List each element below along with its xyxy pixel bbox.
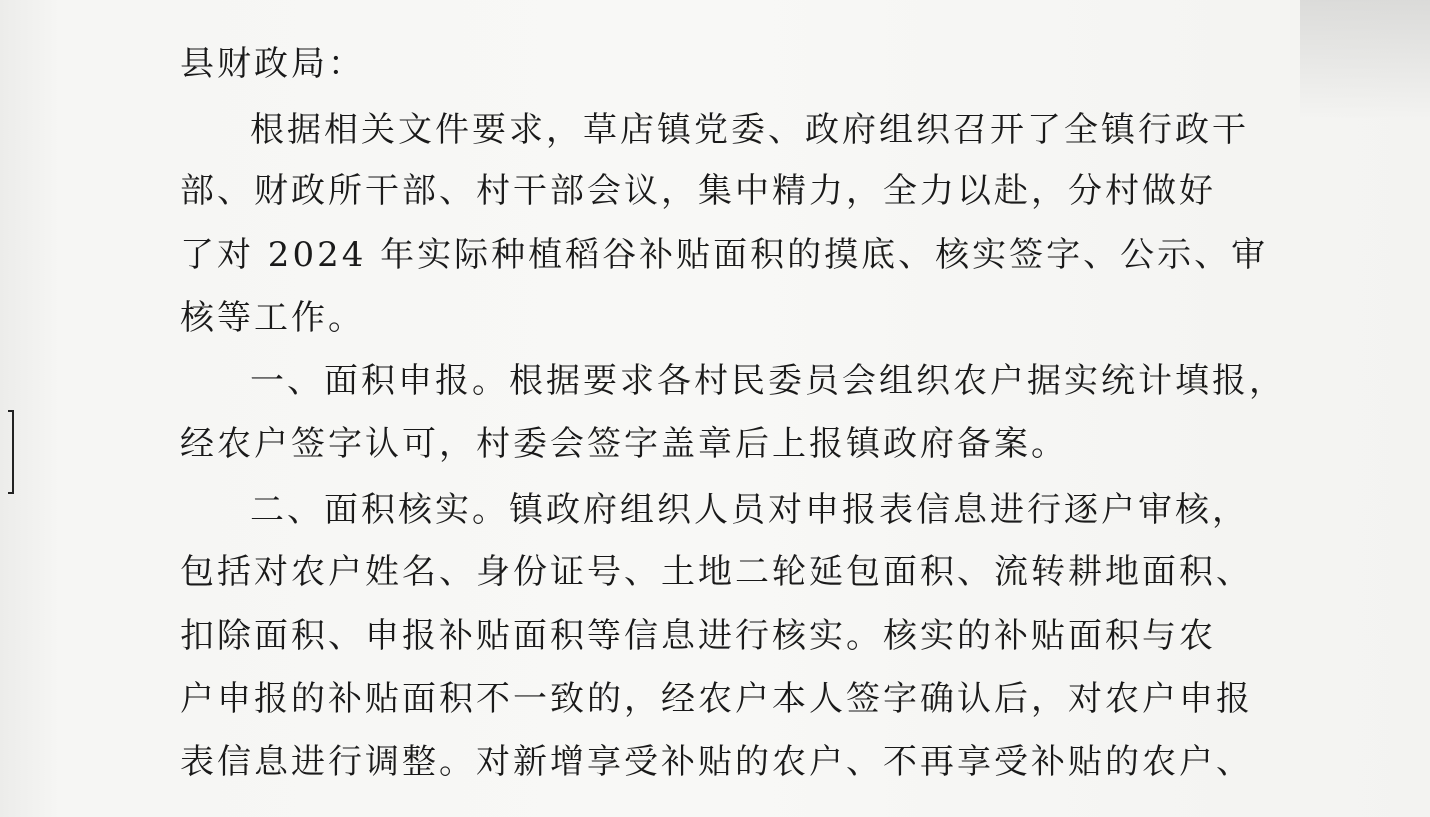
section-2-line-1: 二、面积核实。镇政府组织人员对申报表信息进行逐户审核， xyxy=(250,490,1249,530)
section-2-line-3: 扣除面积、申报补贴面积等信息进行核实。核实的补贴面积与农 xyxy=(180,616,1216,656)
paragraph-line-2: 部、财政所干部、村干部会议，集中精力，全力以赴，分村做好 xyxy=(180,171,1216,211)
paragraph-line-4: 核等工作。 xyxy=(180,298,365,338)
paragraph-line-3: 了对 2024 年实际种植稻谷补贴面积的摸底、核实签字、公示、审 xyxy=(180,235,1269,275)
section-2-line-5: 表信息进行调整。对新增享受补贴的农户、不再享受补贴的农户、 xyxy=(180,742,1253,782)
scan-shadow xyxy=(1300,0,1430,120)
section-1-line-2: 经农户签字认可，村委会签字盖章后上报镇政府备案。 xyxy=(180,424,1068,464)
salutation: 县财政局： xyxy=(180,44,365,84)
paragraph-line-1: 根据相关文件要求，草店镇党委、政府组织召开了全镇行政干 xyxy=(250,110,1249,150)
binding-bracket-mark xyxy=(8,410,14,494)
section-1-line-1: 一、面积申报。根据要求各村民委员会组织农户据实统计填报， xyxy=(250,361,1286,401)
section-2-line-2: 包括对农户姓名、身份证号、土地二轮延包面积、流转耕地面积、 xyxy=(180,552,1253,592)
section-2-line-4: 户申报的补贴面积不一致的，经农户本人签字确认后，对农户申报 xyxy=(180,679,1253,719)
